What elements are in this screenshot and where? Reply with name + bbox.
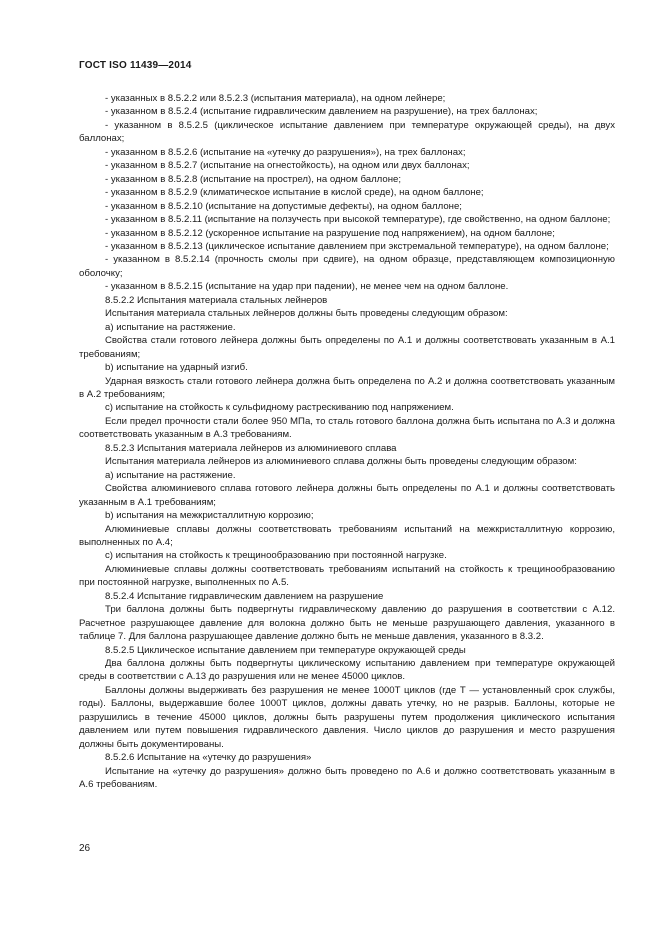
list-item: - указанных в 8.5.2.2 или 8.5.2.3 (испытания материала), на одном лейнере;: [105, 93, 446, 104]
list-item: - указанном в 8.5.2.13 (циклическое испытание давлением при экстремальной температуре), на одном баллоне;: [105, 240, 609, 252]
list-item: - указанном в 8.5.2.10 (испытание на допустимые дефекты), на одном баллоне;: [105, 200, 462, 212]
paragraph: Алюминиевые сплавы должны соответствовать требованиям испытаний на стойкость к трещинообразованию при постоянной нагрузке, выполненных по А.5.: [79, 563, 615, 589]
list-item: - указанном в 8.5.2.5 (циклическое испытание давлением при температуре окружающей среды), на двух баллонах;: [79, 119, 615, 145]
standard-header: ГОСТ ISO 11439—2014: [79, 60, 192, 71]
sub-item: a) испытание на растяжение.: [105, 321, 236, 333]
paragraph: Свойства стали готового лейнера должны быть определены по А.1 и должны соответствовать указанным в А.1 требованиям;: [79, 335, 615, 360]
list-item: - указанном в 8.5.2.9 (климатическое испытание в кислой среде), на одном баллоне;: [105, 187, 484, 199]
section-heading: 8.5.2.5 Циклическое испытание давлением при температуре окружающей среды: [105, 644, 466, 656]
list-item: - указанном в 8.5.2.4 (испытание гидравлическим давлением на разрушение), на трех баллонах;: [105, 106, 538, 118]
section-heading: 8.5.2.6 Испытание на «утечку до разрушения»: [105, 752, 312, 764]
list-item: - указанном в 8.5.2.12 (ускоренное испытание на разрушение под напряжением), на одном баллоне;: [105, 227, 555, 239]
paragraph: Алюминиевые сплавы должны соответствовать требованиям испытаний на межкристаллитную коррозию, выполненных по А.4;: [79, 523, 615, 548]
section-heading: 8.5.2.2 Испытания материала стальных лейнеров: [105, 294, 328, 306]
paragraph: Испытания материала лейнеров из алюминиевого сплава должны быть проведены следующим образом:: [105, 456, 577, 468]
section-heading: 8.5.2.4 Испытание гидравлическим давлением на разрушение: [105, 590, 384, 602]
list-item: - указанном в 8.5.2.6 (испытание на «утечку до разрушения»), на трех баллонах;: [105, 146, 466, 158]
list-item: - указанном в 8.5.2.11 (испытание на ползучесть при высокой температуре), где свойственно, на одном баллоне;: [105, 214, 611, 226]
list-item: - указанном в 8.5.2.7 (испытание на огнестойкость), на одном или двух баллонах;: [105, 160, 470, 172]
sub-item: b) испытание на ударный изгиб.: [105, 362, 248, 374]
list-item: - указанном в 8.5.2.15 (испытание на удар при падении), не менее чем на одном баллоне.: [105, 281, 509, 293]
paragraph: Баллоны должны выдерживать без разрушения не менее 1000T циклов (где T — установленный срок службы, годы). Баллоны, выдержавшие более 1000T циклов, должны давать утечку, но не разрыв. Баллоны, которые не разрушились в течение 45000 циклов, должны быть разрушены путем продолжения циклического испытания давлением или путем повышения гидравлического давления. Число циклов до разрушения и место разрушения должны быть документированы.: [79, 684, 615, 750]
sub-item: a) испытание на растяжение.: [105, 469, 236, 481]
section-heading: 8.5.2.3 Испытания материала лейнеров из алюминиевого сплава: [105, 442, 397, 454]
paragraph: Ударная вязкость стали готового лейнера должна быть определена по А.2 и должна соответствовать указанным в А.2 требованиям;: [79, 375, 615, 400]
document-body: [79, 92, 615, 792]
paragraph: Испытание на «утечку до разрушения» должно быть проведено по А.6 и должно соответствовать указанным в А.6 требованиям.: [79, 765, 615, 791]
paragraph: Два баллона должны быть подвергнуты циклическому испытанию давлением при температуре окружающей среды в соответствии с А.13 до разрушения или не менее 45000 циклов.: [79, 658, 615, 683]
sub-item: c) испытание на стойкость к сульфидному растрескиванию под напряжением.: [105, 402, 454, 414]
paragraph: Если предел прочности стали более 950 МПа, то сталь готового баллона должна быть испытана по А.3 и должна соответствовать указанным в А.3 требованиям.: [79, 415, 615, 441]
list-item: - указанном в 8.5.2.14 (прочность смолы при сдвиге), на одном образце, представляющем композиционную оболочку;: [79, 254, 615, 279]
sub-item: b) испытания на межкристаллитную коррозию;: [105, 510, 314, 522]
page-number: 26: [79, 843, 91, 854]
paragraph: Свойства алюминиевого сплава готового лейнера должны быть определены по А.1 и должны соответствовать указанным в А.1 требованиям;: [79, 483, 615, 508]
list-item: - указанном в 8.5.2.8 (испытание на прострел), на одном баллоне;: [105, 173, 402, 185]
paragraph: Три баллона должны быть подвергнуты гидравлическому давлению до разрушения в соответствии с А.12. Расчетное разрушающее давление для волокна должно быть не меньше разрушающего давления, указанного в таблице 7. Для баллона разрушающее давление должно быть не меньше давления, указанного в 8.3.2.: [79, 604, 615, 643]
sub-item: c) испытания на стойкость к трещинообразованию при постоянной нагрузке.: [105, 550, 447, 562]
paragraph: Испытания материала стальных лейнеров должны быть проведены следующим образом:: [105, 308, 508, 320]
